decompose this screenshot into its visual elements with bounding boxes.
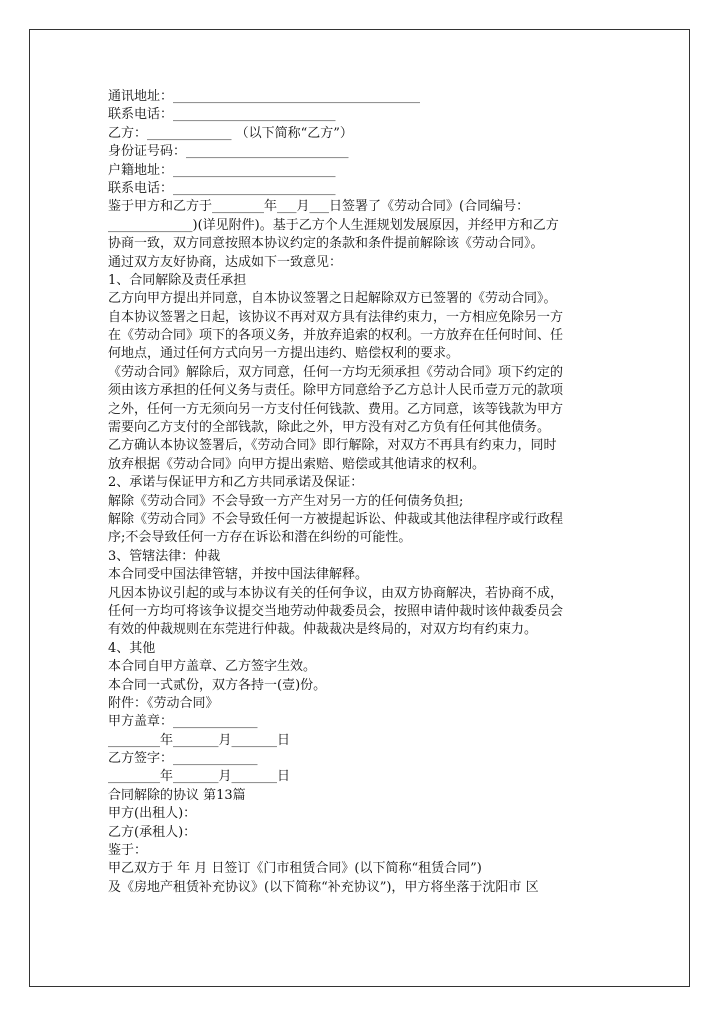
text-line: 放弃根据《劳动合同》向甲方提出索赔、赔偿或其他请求的权利。 bbox=[108, 456, 486, 472]
text-line: ________年_______月_______日 bbox=[108, 732, 291, 748]
text-line: 附件：《劳动合同》 bbox=[108, 695, 219, 711]
text-line: 联系电话：_________________________ bbox=[108, 180, 336, 196]
text-line: 鉴于： bbox=[108, 843, 148, 859]
text-line: 任何一方均可将该争议提交当地劳动仲裁委员会，按照申请仲裁时该仲裁委员会 bbox=[108, 603, 564, 619]
text-line: ________年_______月_______日 bbox=[108, 769, 291, 785]
text-line: 须由该方承担的任何义务与责任。除甲方同意给予乙方总计人民币壹万元的款项 bbox=[108, 383, 564, 399]
text-line: 联系电话：_________________________ bbox=[108, 107, 336, 123]
text-line: 甲乙双方于 年 月 日签订《门市租赁合同》(以下简称“租赁合同”) bbox=[108, 861, 482, 877]
text-line: 需要向乙方支付的全部钱款，除此之外，甲方没有对乙方负有任何其他债务。 bbox=[108, 420, 551, 436]
section-heading: 1、合同解除及责任承担 bbox=[108, 272, 247, 288]
text-line: 身份证号码：_________________________ bbox=[108, 144, 349, 160]
text-line: 解除《劳动合同》不会导致一方产生对另一方的任何债务负担; bbox=[108, 493, 464, 509]
section-title: 合同解除的协议 第13篇 bbox=[108, 787, 246, 803]
section-heading: 2、承诺与保证甲方和乙方共同承诺及保证： bbox=[108, 475, 364, 491]
text-line: 乙方确认本协议签署后，《劳动合同》即行解除，对双方不再具有约束力，同时 bbox=[108, 438, 557, 454]
text-line: 自本协议签署之日起，该协议不再对双方具有法律约束力，一方相应免除另一方 bbox=[108, 309, 564, 325]
text-line: 鉴于甲方和乙方于________年___月___日签署了《劳动合同》(合同编号： bbox=[108, 199, 530, 215]
text-line: 凡因本协议引起的或与本协议有关的任何争议，由双方协商解决，若协商不成， bbox=[108, 585, 564, 601]
text-line: 《劳动合同》解除后，双方同意，任何一方均无须承担《劳动合同》项下约定的 bbox=[108, 364, 564, 380]
text-line: _____________)(详见附件)。基于乙方个人生涯规划发展原因，并经甲方和乙方 bbox=[108, 217, 559, 233]
text-line: 乙方向甲方提出并同意，自本协议签署之日起解除双方已签署的《劳动合同》。 bbox=[108, 291, 557, 307]
text-line: 乙方签字：_____________ bbox=[108, 751, 258, 767]
text-line: 甲方(出租人)： bbox=[108, 806, 197, 822]
text-line: 本合同一式贰份，双方各持一(壹)份。 bbox=[108, 677, 327, 693]
text-line: 及《房地产租赁补充协议》(以下简称“补充协议”)，甲方将坐落于沈阳市 区 bbox=[108, 879, 539, 895]
section-heading: 4、其他 bbox=[108, 640, 156, 656]
text-line: 有效的仲裁规则在东莞进行仲裁。仲裁裁决是终局的，对双方均有约束力。 bbox=[108, 622, 538, 638]
text-line: 本合同受中国法律管辖，并按中国法律解释。 bbox=[108, 567, 369, 583]
text-line: 乙方(承租人)： bbox=[108, 824, 197, 840]
text-line: 在《劳动合同》项下的各项义务，并放弃追索的权利。一方放弃在任何时间、任 bbox=[108, 328, 564, 344]
text-line: 何地点，通过任何方式向另一方提出违约、赔偿权利的要求。 bbox=[108, 346, 460, 362]
text-line: 之外，任何一方无须向另一方支付任何钱款、费用。乙方同意，该等钱款为甲方 bbox=[108, 401, 564, 417]
text-line: 本合同自甲方盖章、乙方签字生效。 bbox=[108, 659, 317, 675]
text-line: 通讯地址：______________________________________ bbox=[108, 89, 421, 104]
text-line: 解除《劳动合同》不会导致任何一方被提起诉讼、仲裁或其他法律程序或行政程 bbox=[108, 511, 564, 527]
text-line: 协商一致，双方同意按照本协议约定的条款和条件提前解除该《劳动合同》。 bbox=[108, 236, 544, 252]
text-line: 乙方：_____________ （以下简称“乙方”） bbox=[108, 125, 353, 141]
text-line: 户籍地址：_________________________ bbox=[108, 162, 336, 178]
text-line: 序;不会导致任何一方存在诉讼和潜在纠纷的可能性。 bbox=[108, 530, 412, 546]
document-body bbox=[108, 88, 628, 897]
text-line: 甲方盖章：_____________ bbox=[108, 714, 258, 730]
section-heading: 3、管辖法律：仲裁 bbox=[108, 548, 221, 564]
text-line: 通过双方友好协商，达成如下一致意见： bbox=[108, 254, 343, 270]
